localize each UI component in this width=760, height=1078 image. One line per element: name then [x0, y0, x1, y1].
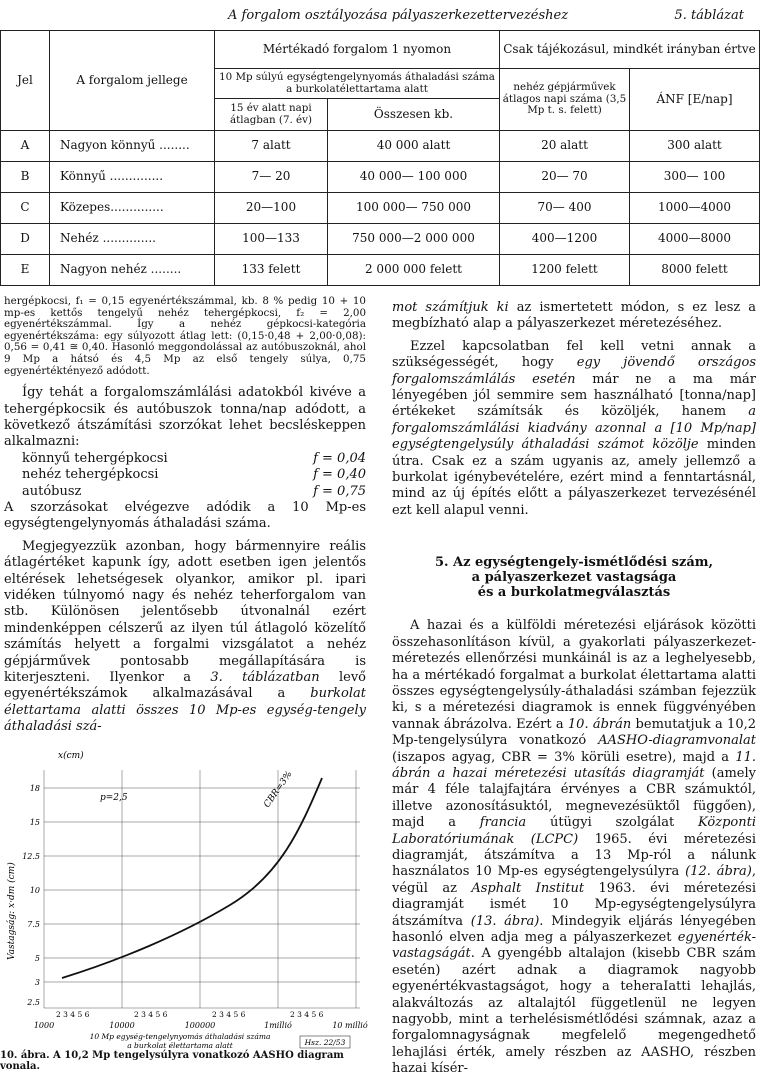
- y-axis-label: Vastagság: x·dm (cm): [7, 862, 17, 960]
- factor-row: [4, 451, 366, 467]
- cell-nehez: 70— 400: [500, 193, 630, 224]
- col-header-osszesen: Összesen kb.: [328, 99, 500, 131]
- paragraph: mot számítjuk ki az ismertetett módon, s ez lesz a megbízható alap a pályaszerkezet méretezéséhez.: [392, 300, 756, 332]
- table-row: [1, 224, 760, 255]
- factor-label: könnyű tehergépkocsi: [22, 450, 168, 466]
- col-header-anf: ÁNF [E/nap]: [630, 69, 760, 131]
- x-axis-caption: a burkolat élettartama alatt: [127, 1041, 233, 1050]
- cell-ossz: 2 000 000 felett: [328, 255, 500, 286]
- factor-row: [4, 467, 366, 483]
- x-subticks: 2 3 4 5 6: [56, 1010, 90, 1019]
- cell-ossz: 100 000— 750 000: [328, 193, 500, 224]
- paragraph: Így tehát a forgalomszámlálási adatokból kivéve a tehergépkocsik és autóbuszok tonna/nap adódott, a következő átszámítási szorzókat lehet becsléskeppen alkalmazni:: [4, 385, 366, 450]
- paragraph: Megjegyezzük azonban, hogy bármennyire reális átlagértéket kapunk így, adott esetben igen jelentős eltérések lehetségesek olyankor, amikor pl. ipari vidéken túlnyomó nagy és nehéz teherforgalom van stb. Különösen jelentősebb útvonalnál ezért mindenképpen célszerű az ilyen túl átlagoló közelítő számítás helyett a forgalmi vizsgálatot a nehéz gépjárművek pontosabb megállapítására is kiterjeszteni. Ilyenkor a 3. táblázatban levő egyenértékszámok alkalmazásával a burkolat élettartama alatti összes 10 Mp-es egység-tengely áthaladási szá-: [4, 538, 367, 735]
- x-major-tick: 1000: [33, 1021, 55, 1030]
- curve-label: CBR=3%: [262, 769, 295, 810]
- left-column: [4, 296, 366, 736]
- x-major-tick: 1millió: [264, 1021, 292, 1030]
- cell-napi: 7— 20: [215, 162, 328, 193]
- y-axis-unit: x(cm): [58, 751, 84, 761]
- col-header-jel: Jel: [1, 31, 50, 131]
- cell-jel: D: [1, 224, 50, 255]
- cell-jel: E: [1, 255, 50, 286]
- cell-jelleg: Nagyon nehéz ........: [50, 255, 215, 286]
- table-row: [1, 255, 760, 286]
- y-tick: 10: [29, 886, 40, 895]
- right-column: [392, 300, 756, 1078]
- factor-value: f = 0,75: [313, 483, 366, 499]
- y-tick: 2.5: [27, 998, 40, 1007]
- footnote-text: hergépkocsi, f₁ = 0,15 egyenértékszámmal, kb. 8 % pedig 10 + 10 mp-es kettős tengelyű nehéz tehergépkocsi, f₂ = 2,00 egyenértékszámmal. Így a nehéz gépkocsi-kategória egyenértékszáma: egy súlyozott átlag lett: (0,15·0,48 + 2,00·0,08): 0,56 = 0,41 ≅ 0,40. Hasonló meggondolással az autóbuszoknál, ahol 9 Mp a hátsó és 4,5 Mp az első tengely súlya, 0,75 egyenértéktényező adódott.: [4, 295, 366, 377]
- x-major-tick: 10000: [109, 1021, 135, 1030]
- cell-ossz: 40 000— 100 000: [328, 162, 500, 193]
- figure-10: [0, 730, 370, 1075]
- cell-jel: C: [1, 193, 50, 224]
- cell-anf: 4000—8000: [630, 224, 760, 255]
- section-heading: 5. Az egységtengely-ismétlődési szám, a pályaszerkezet vastagsága és a burkolatmegválasztás: [434, 555, 714, 601]
- cell-anf: 300 alatt: [630, 131, 760, 162]
- y-tick: 7.5: [27, 920, 40, 929]
- cell-anf: 1000—4000: [630, 193, 760, 224]
- figure-ref: Hsz. 22/53: [304, 1038, 346, 1047]
- x-major-tick: 100000: [184, 1021, 216, 1030]
- paragraph: Ezzel kapcsolatban fel kell vetni annak a szükségességét, hogy egy jövendő országos forgalomszámlálás esetén már ne a ma már lényegében jól semmire sem használható [tonna/nap] értékeket számítsák és közöljék, hanem a forgalomszámlálási kiadvány azonnal a [10 Mp/nap] egységtengelysúly áthaladási számot közölje minden útra. Csak ez a szám ugyanis az, amely jellemző a burkolat igénybevételére, ezért mind a fenntartásnál, mind az új építés előtt a pályaszerkezet tervezésénél ezt kell alapul venni.: [392, 338, 756, 518]
- header-title: A forgalom osztályozása pályaszerkezettervezéshez: [228, 8, 569, 23]
- cell-ossz: 750 000—2 000 000: [328, 224, 500, 255]
- cell-jelleg: Könnyű ..............: [50, 162, 215, 193]
- x-subticks: 2 3 4 5 6: [134, 1010, 168, 1019]
- x-subticks: 2 3 4 5 6: [212, 1010, 246, 1019]
- y-tick: 15: [29, 818, 40, 827]
- cell-anf: 300— 100: [630, 162, 760, 193]
- table-number: 5. táblázat: [674, 8, 744, 23]
- factor-row: [4, 484, 366, 500]
- table-row: [1, 193, 760, 224]
- y-tick: 3: [34, 978, 40, 987]
- cell-jelleg: Nagyon könnyű ........: [50, 131, 215, 162]
- figure-caption: 10. ábra. A 10,2 Mp tengelysúlyra vonatkozó AASHO diagram vonala.: [0, 1050, 344, 1072]
- col-header-mertekado: Mértékadó forgalom 1 nyomon: [215, 31, 500, 69]
- cell-jel: A: [1, 131, 50, 162]
- x-major-tick: 10 millió: [332, 1021, 368, 1030]
- y-tick: 18: [29, 784, 40, 793]
- cell-nehez: 400—1200: [500, 224, 630, 255]
- x-subticks: 2 3 4 5 6: [290, 1010, 324, 1019]
- page-header: [0, 8, 760, 28]
- aasho-diagram: [0, 730, 370, 1050]
- cell-jel: B: [1, 162, 50, 193]
- cell-nehez: 20 alatt: [500, 131, 630, 162]
- cell-napi: 100—133: [215, 224, 328, 255]
- cell-nehez: 1200 felett: [500, 255, 630, 286]
- cell-napi: 20—100: [215, 193, 328, 224]
- paragraph: A hazai és a külföldi méretezési eljárások közötti összehasonlításon kívül, a gyakorlati pályaszerkezet-méretezés ellenőrzési munkáinál is az a leghelyesebb, ha a mértékadó forgalmat a burkolat élettartama alatti összes egységtengelysúly-áthaladási számban fejezzük ki, s a méretezési diagramok is ennek függvényében vannak ábrázolva. Ezért a 10. ábrán bemutatjuk a 10,2 Mp-tengelysúlyra vonatkozó AASHO-diagramvonalat (iszapos agyag, CBR = 3% körüli esetre), majd a 11. ábrán a hazai méretezési utasítás diagramját (amely már 4 féle talajfajtára érvényes a CBR számuktól, illetve azonosításuktól, megnevezésüktől függően), majd a francia útügyi szolgálat Központi Laboratóriumának (LCPC) 1965. évi méretezési diagramját, átszámítva a 13 Mp-ról a nálunk használatos 10 Mp-es egységtengelysúlyra (12. ábra), végül az Asphalt Institut 1963. évi méretezési diagramját ismét 10 Mp-egységtengelysúlyra átszámítva (13. ábra). Mindegyik eljárás lényegében hasonló elven adja meg a pályaszerkezet egyenérték-vastagságát. A gyengébb altalajon (kisebb CBR szám esetén) azért adnak a diagramok nagyobb egyenértékvastagságot, hogy a teheraIatti lehajlás, alakváltozás az altalajtól függetlenül ne legyen nagyobb, mint a terhelésismétlődési számnak, azaz a forgalomnagyságnak megfelelő megengedhető lehajlási érték, amely részben az AASHO, részben hazai kísér-: [392, 618, 757, 1077]
- factor-value: f = 0,40: [313, 467, 366, 483]
- p-label: p=2,5: [100, 793, 128, 803]
- cell-nehez: 20— 70: [500, 162, 630, 193]
- cell-jelleg: Nehéz ..............: [50, 224, 215, 255]
- x-axis-caption: 10 Mp egység-tengelynyomás áthaladási száma: [89, 1032, 271, 1041]
- col-header-15ev: 15 év alatt napi átlagban (7. év): [215, 99, 328, 131]
- factor-label: nehéz tehergépkocsi: [22, 467, 159, 483]
- cell-napi: 133 felett: [215, 255, 328, 286]
- y-tick: 5: [34, 954, 40, 963]
- paragraph: A szorzásokat elvégezve adódik a 10 Mp-es egységtengelynyomás áthaladási száma.: [4, 500, 366, 532]
- traffic-classification-table: [0, 30, 760, 286]
- cell-ossz: 40 000 alatt: [328, 131, 500, 162]
- table-row: [1, 162, 760, 193]
- col-header-csak: Csak tájékozásul, mindkét irányban értve: [500, 31, 760, 69]
- col-header-sub10: 10 Mp súlyú egységtengelynyomás áthaladási száma a burkolatélettartama alatt: [215, 69, 500, 99]
- aasho-curve: [62, 778, 322, 978]
- cell-jelleg: Közepes..............: [50, 193, 215, 224]
- factor-label: autóbusz: [22, 483, 82, 499]
- y-tick: 12.5: [22, 852, 40, 861]
- factor-value: f = 0,04: [313, 450, 366, 466]
- cell-anf: 8000 felett: [630, 255, 760, 286]
- table-row: [1, 131, 760, 162]
- col-header-jelleg: A forgalom jellege: [50, 31, 215, 131]
- cell-napi: 7 alatt: [215, 131, 328, 162]
- col-header-nehez: nehéz gépjárművek átlagos napi száma (3,5 Mp t. s. felett): [500, 69, 630, 131]
